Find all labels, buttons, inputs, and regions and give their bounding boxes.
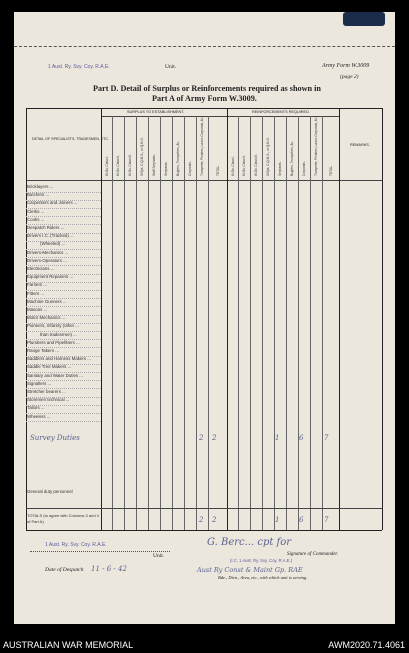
column-rule	[148, 116, 149, 530]
column-header-label: W.Os. Class I.	[230, 155, 235, 176]
row-label: than tradesmen) ...	[40, 331, 77, 337]
survey-reinf-serjeants: 1	[275, 434, 280, 442]
general-duty-label: General duty personnel	[27, 489, 73, 494]
column-rule	[101, 108, 102, 530]
row-label: Carpenters and Joiners ...	[27, 200, 78, 206]
column-rule	[124, 116, 125, 530]
row-label: Farriers ...	[27, 282, 48, 288]
column-rule	[286, 116, 287, 530]
row-label: Despatch Riders ...	[27, 225, 65, 230]
column-rule	[274, 116, 275, 530]
column-header-label: W.Os. Class II.	[116, 154, 120, 176]
commander-signature: G. Berc... cpt for	[207, 537, 292, 548]
row-label: (Wheeled) ...	[40, 241, 66, 247]
column-header-label: Serjeants.	[164, 161, 168, 176]
row-label: Butchers ...	[27, 192, 50, 198]
survey-duties-label: Survey Duties	[30, 434, 80, 442]
column-header-label: W.Os. Class III.	[254, 154, 258, 176]
column-rule	[339, 108, 340, 530]
title-line-1: Part D. Detail of Surplus or Reinforcements required as shown in	[93, 84, 321, 93]
row-label: Signallers ...	[27, 380, 52, 386]
row-label: Bricklayers ...	[27, 184, 54, 189]
totals-reinf-total: 7	[324, 516, 329, 524]
row-label: Masons ...	[27, 307, 48, 312]
despatch-label: Date of Despatch	[45, 567, 84, 573]
column-rule	[196, 116, 197, 530]
row-label: Sanitary and Water Duties ...	[27, 372, 83, 378]
column-rule	[160, 116, 161, 530]
row-label: Electricians ...	[27, 266, 55, 271]
row-label: Range Takers ...	[27, 348, 59, 353]
row-label: Cooks ...	[27, 216, 45, 222]
form-page	[14, 12, 395, 624]
row-rule	[26, 421, 101, 422]
header-bottom-rule	[26, 180, 382, 181]
column-header-label: TOTAL.	[328, 165, 333, 176]
column-header-label: Buglers, Trumpeters, &c.	[290, 140, 294, 176]
survey-reinf-total: 7	[324, 434, 329, 442]
column-header-label: Corporals.	[188, 161, 192, 176]
commander-stamp: (I.C. 1 Aust. Ry. Svy. Coy. R.A.E.)	[230, 558, 293, 563]
row-label: Storemen technical ...	[27, 397, 70, 403]
column-rule	[238, 116, 239, 530]
column-rule	[184, 116, 185, 530]
footer-unit-label: Unit.	[153, 553, 165, 559]
footer-unit-stamp: 1 Aust. Ry. Svy. Coy. R.A.E.	[45, 542, 107, 548]
column-header-label: W.Os. Class I.	[104, 155, 109, 176]
footer-institution: AUSTRALIAN WAR MEMORIAL	[3, 640, 134, 650]
reinforcements-header: REINFORCEMENTS REQUIRED.	[252, 110, 310, 114]
title-line-2: Part A of Army Form W.3009.	[152, 94, 257, 103]
archive-footer	[0, 636, 409, 653]
column-header-label: Trumpeter, Privates, Lance-Corporals, &c.	[200, 116, 204, 176]
detail-header: DETAIL OF SPECIALISTS, TRADESMEN, ETC.	[32, 137, 110, 141]
totals-surplus-total: 2	[212, 516, 217, 524]
column-header-label: S/Sjts. C.Q.M.S., or Q.M.S.	[266, 137, 270, 176]
record-badge	[343, 12, 385, 26]
column-rule	[172, 116, 173, 530]
table-bottom-rule	[26, 530, 382, 531]
row-label: Wheelers ...	[27, 413, 51, 419]
column-rule	[136, 116, 137, 530]
column-header-label: TOTAL.	[215, 165, 220, 176]
column-rule	[208, 116, 209, 530]
totals-rule	[26, 508, 382, 509]
column-header-label: Trumpeter, Privates, Lance-Corporals, &c.	[314, 116, 318, 176]
totals-reinf-privates: 6	[299, 516, 304, 524]
column-rule	[262, 116, 263, 530]
unit-rule	[30, 551, 170, 552]
footer-accession-number: AWM2020.71.4061	[328, 640, 405, 650]
row-label: Saddlers and Harness Makers ...	[27, 356, 91, 362]
column-rule	[310, 116, 311, 530]
row-label: Clerks ...	[27, 208, 45, 214]
column-rule	[382, 108, 383, 530]
formation-label: Bde., Divn., Area, etc., with which unit is serving.	[218, 575, 308, 580]
column-rule	[250, 116, 251, 530]
unit-stamp: 1 Aust. Ry. Svy. Coy. R.A.E.	[48, 64, 110, 70]
column-rule	[227, 108, 228, 530]
row-label: Drivers I.C. (Tracked) ...	[27, 233, 74, 239]
row-label: Saddle Tree Makers ...	[27, 364, 72, 370]
tear-line	[14, 46, 395, 47]
commander-label: Signature of Commander.	[287, 552, 339, 557]
row-label: Stretcher bearers ...	[27, 389, 66, 394]
column-rule	[322, 116, 323, 530]
column-header-label: W.Os. Class II.	[242, 154, 246, 176]
totals-label: TOTALS (to agree with Columns 3 and 4 of Part A).	[27, 513, 99, 524]
row-label: Pioneers, Infantry (other ...	[27, 323, 79, 329]
column-header-label: W.Os. Class III.	[128, 154, 132, 176]
survey-surplus-corporals: 2	[199, 434, 204, 442]
row-label: Plumbers and Pipefitters ...	[27, 339, 80, 345]
formation-handwriting: Aust Ry Const & Maint Gp. RAE	[197, 566, 303, 574]
column-header-label: Buglers, Trumpeters, &c.	[176, 140, 180, 176]
column-rule	[112, 116, 113, 530]
survey-surplus-total: 2	[212, 434, 217, 442]
row-label: Motor Mechanics ...	[27, 315, 66, 321]
row-label: Machine Gunners ...	[27, 298, 67, 304]
totals-surplus-corporals: 2	[199, 516, 204, 524]
row-label: Tailors ...	[27, 405, 45, 411]
unit-label: Unit.	[165, 64, 177, 70]
table-top-rule	[26, 108, 382, 109]
row-label: Equipment Repairers ...	[27, 274, 74, 280]
despatch-date: 11 - 6 - 42	[91, 565, 127, 573]
surplus-header: SURPLUS TO ESTABLISHMENT.	[127, 110, 185, 114]
row-label: Fitters ...	[27, 290, 45, 296]
totals-reinf-serjeants: 1	[275, 516, 280, 524]
page-reference: (page 2)	[340, 74, 359, 80]
column-header-label: Staff Serjeants.	[152, 154, 156, 176]
survey-reinf-privates: 6	[299, 434, 304, 442]
form-reference: Army Form W.3009	[322, 63, 370, 69]
column-rule	[298, 116, 299, 530]
row-label: Drivers-Operators ...	[27, 257, 67, 263]
column-header-label: Corporals.	[302, 161, 306, 176]
row-label: Drivers-Mechanics ...	[27, 249, 69, 255]
column-header-label: Serjeants.	[278, 161, 282, 176]
remarks-header: REMARKS.	[350, 143, 370, 147]
column-header-label: S/Sjts. C.Q.M.S., or Q.M.S.	[140, 137, 144, 176]
